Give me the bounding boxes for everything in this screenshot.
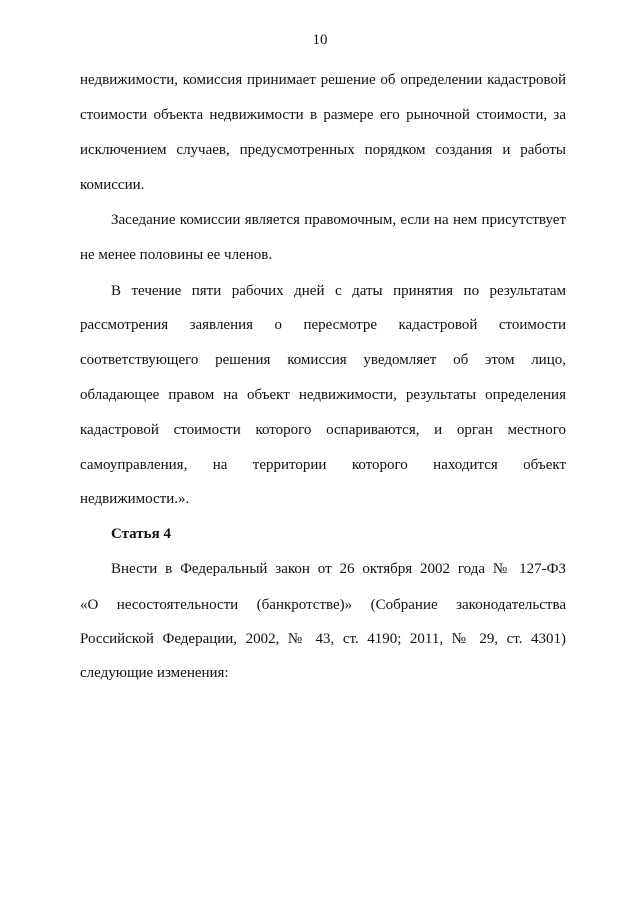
paragraph-line: «О несостоятельности (банкротстве)» (Собрание законодательства [80,597,566,613]
paragraph-line: следующие изменения: [80,665,229,681]
paragraph-line: Заседание комиссии является правомочным, если на нем присутствует [111,212,566,228]
paragraph-line: Российской Федерации, 2002, № 43, ст. 4190; 2011, № 29, ст. 4301) [80,631,566,647]
paragraph-line: кадастровой стоимости которого оспариваются, и орган местного [80,422,566,438]
paragraph-line: стоимости объекта недвижимости в размере его рыночной стоимости, за [80,107,566,123]
paragraph-line: не менее половины ее членов. [80,247,273,263]
article-heading: Статья 4 [111,526,171,542]
paragraph-line: недвижимости, комиссия принимает решение об определении кадастровой [80,72,566,88]
page-number: 10 [312,32,328,48]
paragraph-line: соответствующего решения комиссия уведомляет об этом лицо, [80,352,566,368]
paragraph-line: рассмотрения заявления о пересмотре кадастровой стоимости [80,317,566,333]
paragraph-line: самоуправления, на территории которого находится объект [80,457,566,473]
paragraph-line: комиссии. [80,177,145,193]
paragraph-line: В течение пяти рабочих дней с даты принятия по результатам [111,283,566,299]
paragraph-line: исключением случаев, предусмотренных порядком создания и работы [80,142,566,158]
paragraph-line: обладающее правом на объект недвижимости, результаты определения [80,387,566,403]
paragraph-line: недвижимости.». [80,491,190,507]
paragraph-line: Внести в Федеральный закон от 26 октября 2002 года № 127-ФЗ [111,561,566,577]
